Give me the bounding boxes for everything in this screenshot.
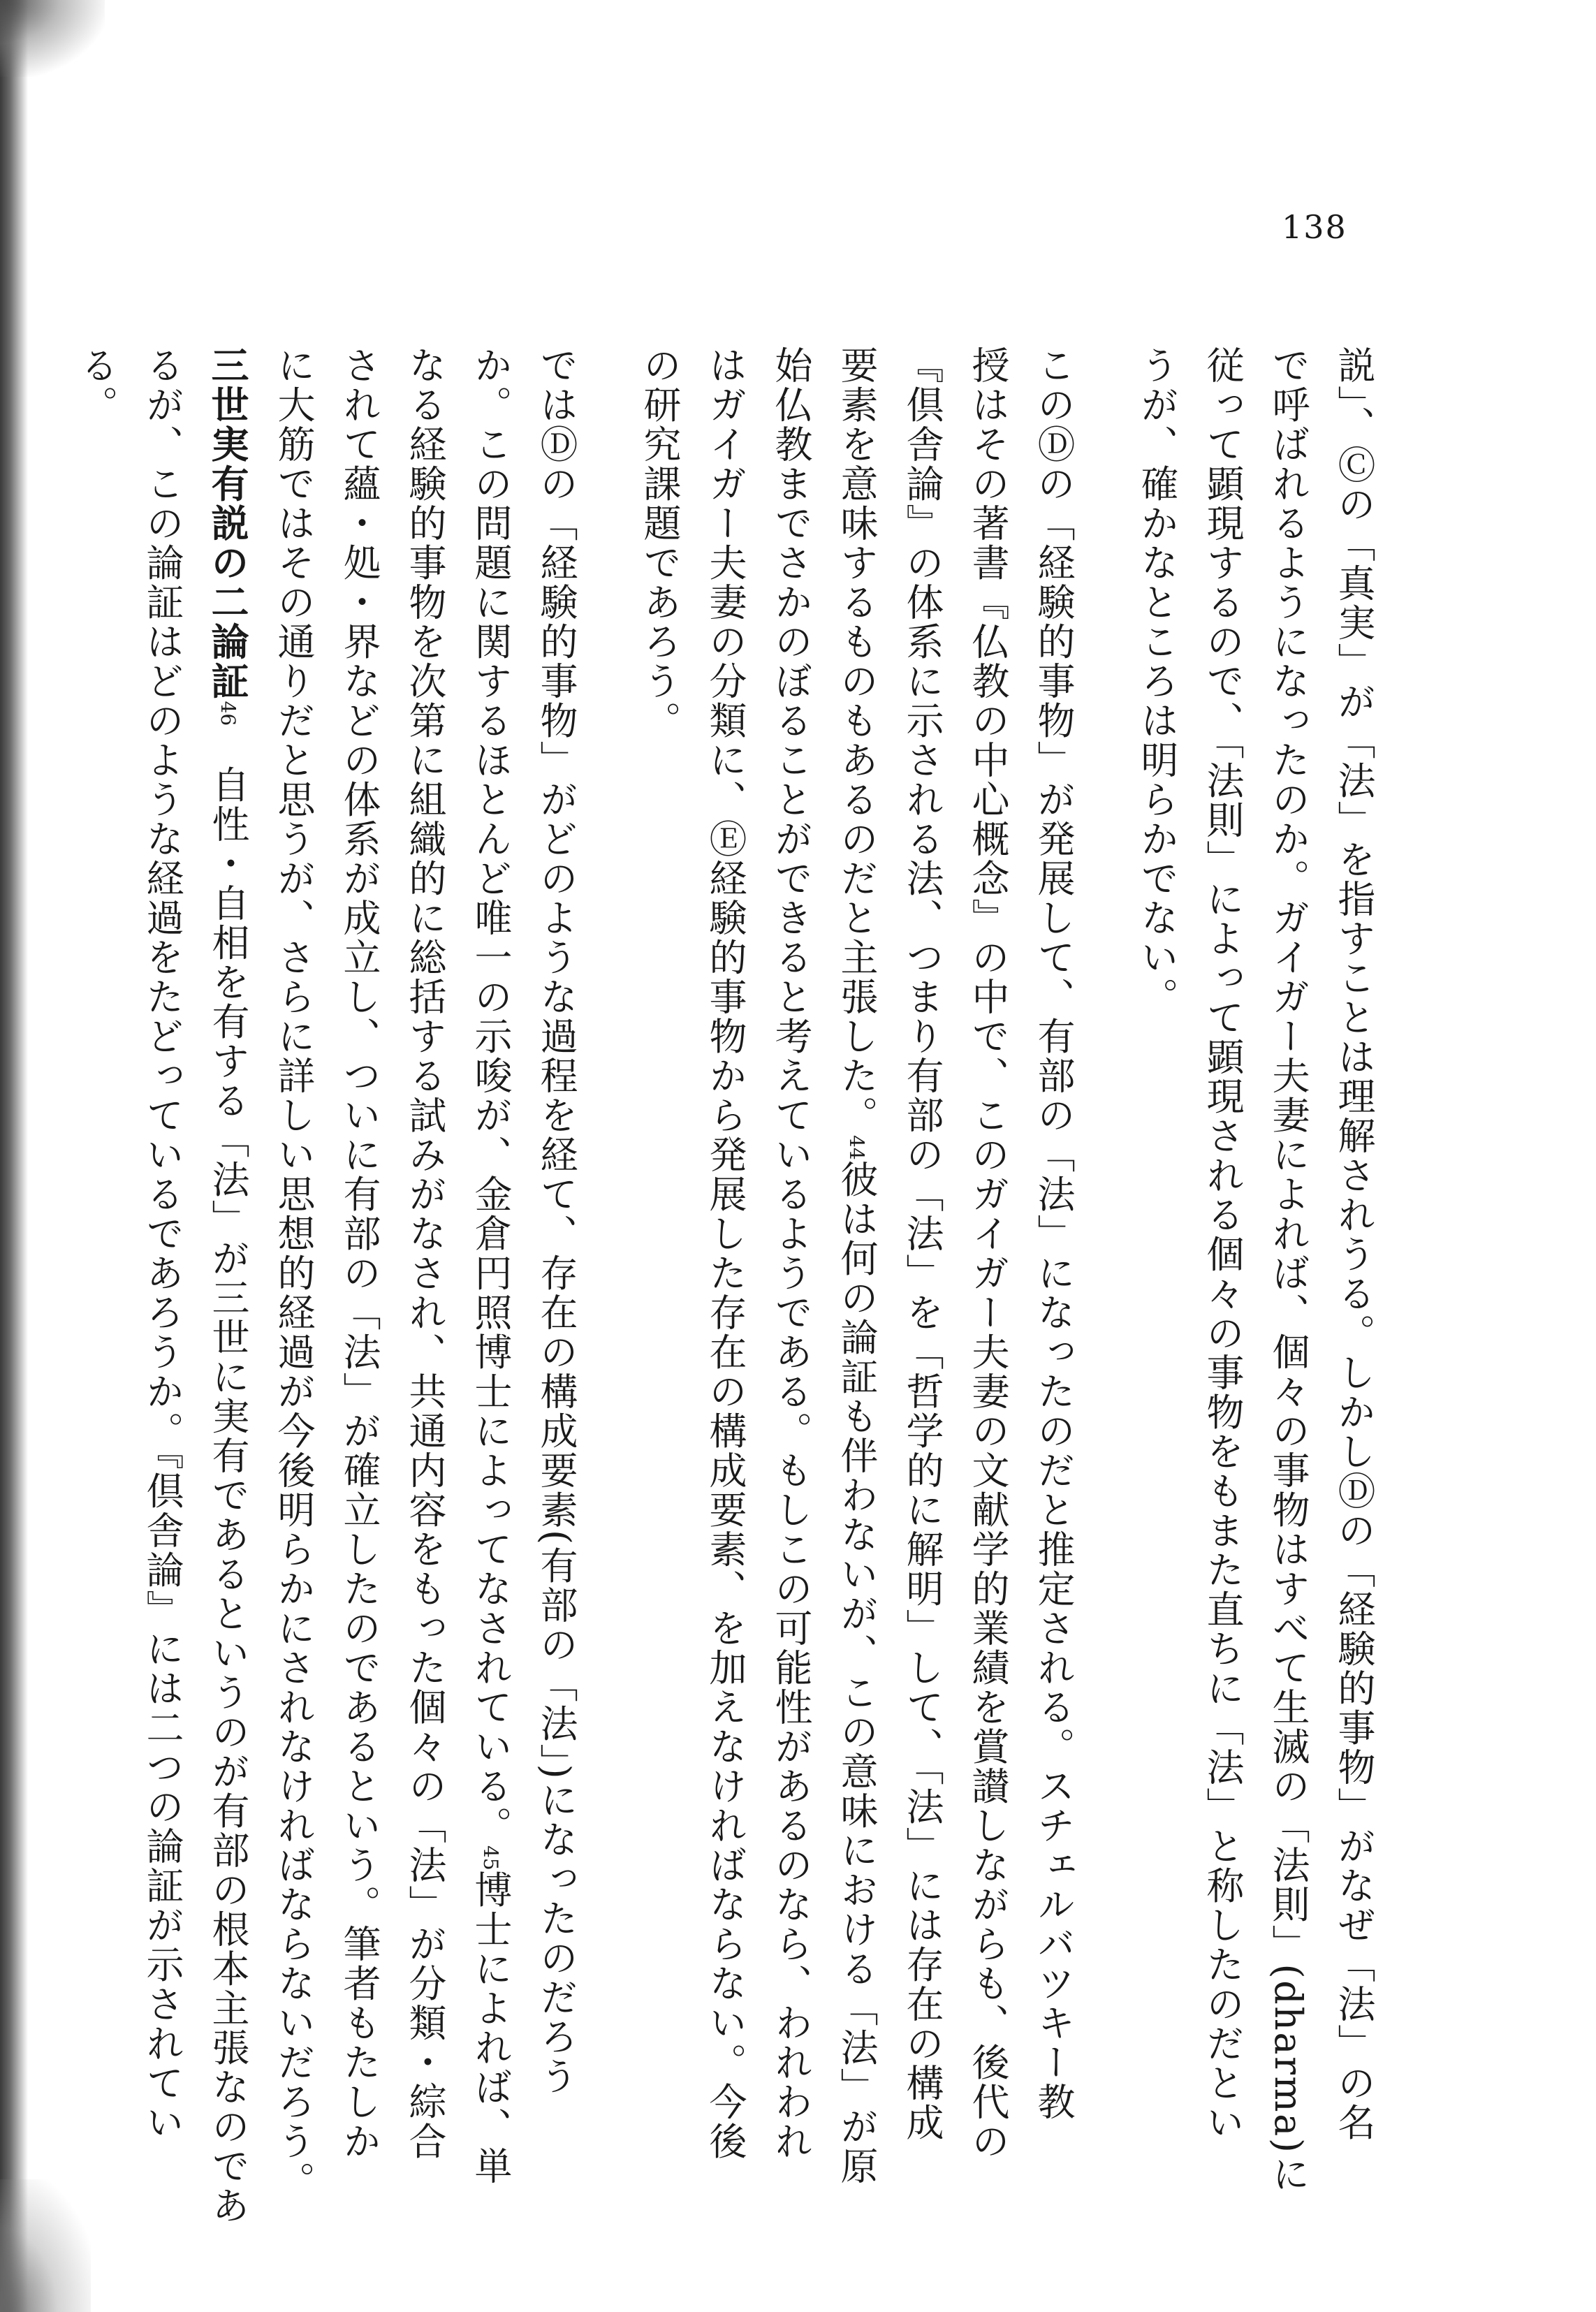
body-text (75, 346, 1386, 2226)
text-line: に大筋ではその通りだと思うが、さらに詳しい思想的経過が今後明らかにされなければならないだろう。 (272, 346, 316, 2201)
text-line: うが、確かなところは明らかでない。 (1135, 346, 1179, 1017)
text-line: 『倶舎論』の体系に示される法、つまり有部の「法」を「哲学的に解明」して、「法」には存在の構成 (900, 346, 944, 2142)
text-line: 授はその著書『仏教の中心概念』の中で、このガイガー夫妻の文献学的業績を賞讃しながらも、後代の (966, 346, 1010, 2161)
text-segment: か。この問題に関するほとんど唯一の示唆が、金倉円照博士によってなされている。 (469, 346, 513, 1845)
section-heading: 三世実有説の二論証 (205, 346, 250, 701)
note-marker-45: 45 (479, 1845, 502, 1871)
text-line: の研究課題であろう。 (638, 346, 682, 740)
text-line: なる経験的事物を次第に組織的に総括する試みがなされ、共通内容をもった個々の「法」が分類・綜合 (403, 346, 447, 2161)
corner-shadow-bottom (0, 2179, 91, 2312)
text-line: 従って顕現するので、「法則」によって顕現される個々の事物をもまた直ちに「法」と称したのだとい (1201, 346, 1245, 2142)
text-line: で呼ばれるようになったのか。ガイガー夫妻によれば、個々の事物はすべて生滅の「法則」(dharma)に (1266, 346, 1310, 2194)
text-line-with-note (457, 346, 523, 2186)
text-segment: 要素を意味するものもあるのだと主張した。 (835, 346, 879, 1135)
text-segment: 博士によれば、単 (469, 1870, 513, 2186)
text-line: 説」、Ⓒの「真実」が「法」を指すことは理解されうる。しかしⒹの「経験的事物」がなぜ「法」の名 (1332, 346, 1376, 2142)
page-edge-shadow (0, 0, 28, 2312)
page-number: 138 (1282, 208, 1347, 246)
text-line-with-note (823, 346, 889, 2186)
paragraph-start-line: このⒹの「経験的事物」が発展して、有部の「法」になったのだと推定される。スチェルバツキー教 (1032, 346, 1076, 2122)
note-marker-46: 46 (217, 701, 240, 726)
section-heading-line (195, 346, 261, 2226)
text-segment: 自性・自相を有する「法」が三世に実有であるというのが有部の根本主張なのであ (206, 765, 250, 2226)
corner-shadow-top (0, 0, 105, 77)
text-line: る。 (75, 346, 119, 425)
paragraph-start-line: ではⒹの「経験的事物」がどのような過程を経て、存在の構成要素(有部の「法」)になったのだろう (534, 346, 578, 2097)
text-line: るが、この論証はどのような経過をたどっているであろうか。『倶舎論』には二つの論証が示されてい (140, 346, 184, 2142)
text-segment: 彼は何の論証も伴わないが、この意味における「法」が原 (835, 1159, 879, 2186)
text-line: はガイガー夫妻の分類に、Ⓔ経験的事物から発展した存在の構成要素、を加えなければならない。今後 (703, 346, 747, 2161)
text-line: されて蘊・処・界などの体系が成立し、ついに有部の「法」が確立したのであるという。筆者もたしか (337, 346, 381, 2161)
note-marker-44: 44 (845, 1135, 868, 1160)
text-line: 始仏教までさかのぼることができると考えているようである。もしこの可能性があるのなら、われわれ (769, 346, 813, 2161)
